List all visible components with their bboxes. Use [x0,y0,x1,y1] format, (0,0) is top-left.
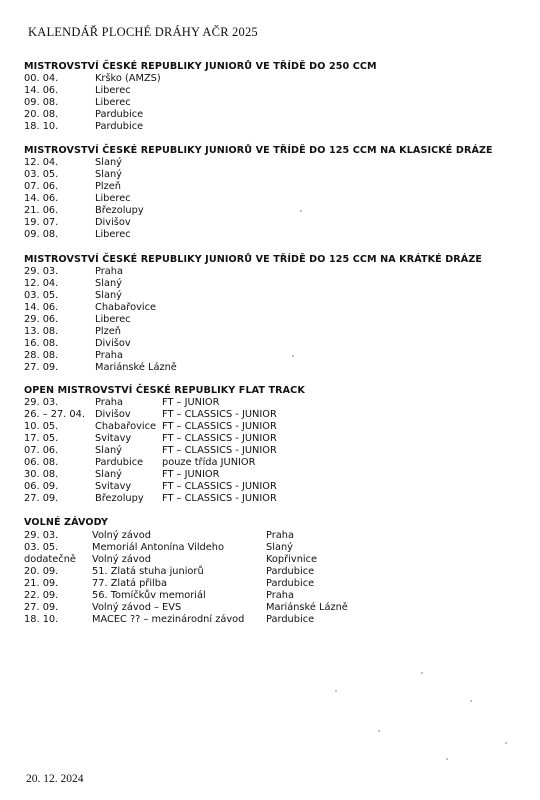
event-date: 06. 09. [24,481,59,492]
section-heading-125ccm-short: MISTROVSTVÍ ČESKÉ REPUBLIKY JUNIORŮ VE TŘÍDĚ DO 125 CCM NA KRÁTKÉ DRÁZE [24,254,483,265]
event-venue: Divišov [95,338,131,349]
event-date: 16. 08. [24,338,59,349]
event-classes: FT – CLASSICS - JUNIOR [162,421,277,432]
event-venue: Svitavy [95,481,132,492]
scan-speck [421,672,423,674]
event-venue: Pardubice [95,457,144,468]
event-date: 29. 03. [24,266,59,277]
event-venue: Pardubice [266,614,315,625]
event-venue: Slaný [95,290,122,301]
event-venue: Slaný [95,445,122,456]
event-classes: FT – JUNIOR [162,397,220,408]
event-date: 19. 07. [24,217,59,228]
event-venue: Plzeň [95,181,122,192]
event-date: 26. – 27. 04. [24,409,85,420]
event-date: 27. 09. [24,362,59,373]
event-date: 21. 06. [24,205,59,216]
scan-speck [470,700,472,702]
event-date: 14. 06. [24,302,59,313]
event-venue: Pardubice [266,566,315,577]
event-date: 06. 08. [24,457,59,468]
event-date: 09. 08. [24,97,59,108]
event-venue: Divišov [95,217,131,228]
event-name: Volný závod [92,530,151,541]
event-venue: Liberec [95,85,131,96]
event-date: 28. 08. [24,350,59,361]
page-title: KALENDÁŘ PLOCHÉ DRÁHY AČR 2025 [28,25,258,39]
event-classes: FT – CLASSICS - JUNIOR [162,493,277,504]
event-classes: FT – CLASSICS - JUNIOR [162,409,277,420]
event-name: 56. Tomíčkův memoriál [92,590,206,601]
event-venue: Praha [266,590,294,601]
event-date: 07. 06. [24,445,59,456]
event-venue: Chabařovice [95,421,157,432]
event-date: 29. 03. [24,530,59,541]
event-date: 21. 09. [24,578,59,589]
event-name: 51. Zlatá stuha juniorů [92,566,204,577]
event-venue: Kopřivnice [266,554,318,565]
scan-speck [446,758,448,760]
section-heading-free-races: VOLNÉ ZÁVODY [24,517,109,528]
event-date: 14. 06. [24,193,59,204]
event-date: 20. 09. [24,566,59,577]
event-date: 14. 06. [24,85,59,96]
event-date: 17. 05. [24,433,59,444]
event-date: 03. 05. [24,290,59,301]
event-venue: Liberec [95,193,131,204]
event-venue: Slaný [95,278,122,289]
event-date: 03. 05. [24,169,59,180]
event-date: 10. 05. [24,421,59,432]
scan-speck [300,210,302,212]
event-venue: Divišov [95,409,131,420]
event-venue: Praha [266,530,294,541]
event-venue: Liberec [95,229,131,240]
scan-speck [378,730,380,732]
event-name: Volný závod [92,554,151,565]
section-heading-flat-track: OPEN MISTROVSTVÍ ČESKÉ REPUBLIKY FLAT TRACK [24,385,305,396]
event-venue: Krško (AMZS) [95,73,161,84]
event-venue: Pardubice [95,109,144,120]
event-date: 07. 06. [24,181,59,192]
event-venue: Slaný [95,157,122,168]
event-name: Memoriál Antonína Vildeho [92,542,224,553]
event-classes: pouze třída JUNIOR [162,457,256,468]
event-venue: Pardubice [266,578,315,589]
event-date: 30. 08. [24,469,59,480]
event-venue: Pardubice [95,121,144,132]
event-classes: FT – CLASSICS - JUNIOR [162,445,277,456]
event-venue: Slaný [95,469,122,480]
scan-speck [505,742,507,744]
event-date: 27. 09. [24,493,59,504]
section-heading-125ccm-classic: MISTROVSTVÍ ČESKÉ REPUBLIKY JUNIORŮ VE TŘÍDĚ DO 125 CCM NA KLASICKÉ DRÁZE [24,145,493,156]
event-venue: Plzeň [95,326,122,337]
event-date: 12. 04. [24,157,59,168]
event-date: 18. 10. [24,614,59,625]
event-date: 27. 09. [24,602,59,613]
document-date: 20. 12. 2024 [26,773,84,785]
event-date: dodatečně [24,554,76,565]
event-venue: Praha [95,397,123,408]
event-venue: Praha [95,350,123,361]
event-venue: Liberec [95,314,131,325]
event-venue: Slaný [95,169,122,180]
event-date: 18. 10. [24,121,59,132]
event-name: 77. Zlatá přilba [92,578,168,589]
event-classes: FT – CLASSICS - JUNIOR [162,433,277,444]
event-date: 03. 05. [24,542,59,553]
event-date: 12. 04. [24,278,59,289]
event-classes: FT – JUNIOR [162,469,220,480]
event-date: 29. 03. [24,397,59,408]
event-venue: Chabařovice [95,302,157,313]
event-venue: Březolupy [95,205,144,216]
section-heading-250ccm: MISTROVSTVÍ ČESKÉ REPUBLIKY JUNIORŮ VE TŘÍDĚ DO 250 CCM [24,61,377,72]
event-date: 22. 09. [24,590,59,601]
scan-speck [335,690,337,692]
event-date: 00. 04. [24,73,59,84]
event-venue: Mariánské Lázně [266,602,348,613]
event-venue: Svitavy [95,433,132,444]
event-venue: Mariánské Lázně [95,362,177,373]
event-date: 13. 08. [24,326,59,337]
event-date: 09. 08. [24,229,59,240]
event-date: 29. 06. [24,314,59,325]
event-venue: Březolupy [95,493,144,504]
event-venue: Slaný [266,542,293,553]
event-name: Volný závod – EVS [92,602,182,613]
event-classes: FT – CLASSICS - JUNIOR [162,481,277,492]
scan-speck [292,355,294,357]
event-venue: Praha [95,266,123,277]
event-venue: Liberec [95,97,131,108]
event-date: 20. 08. [24,109,59,120]
event-name: MACEC ?? – mezinárodní závod [92,614,245,625]
